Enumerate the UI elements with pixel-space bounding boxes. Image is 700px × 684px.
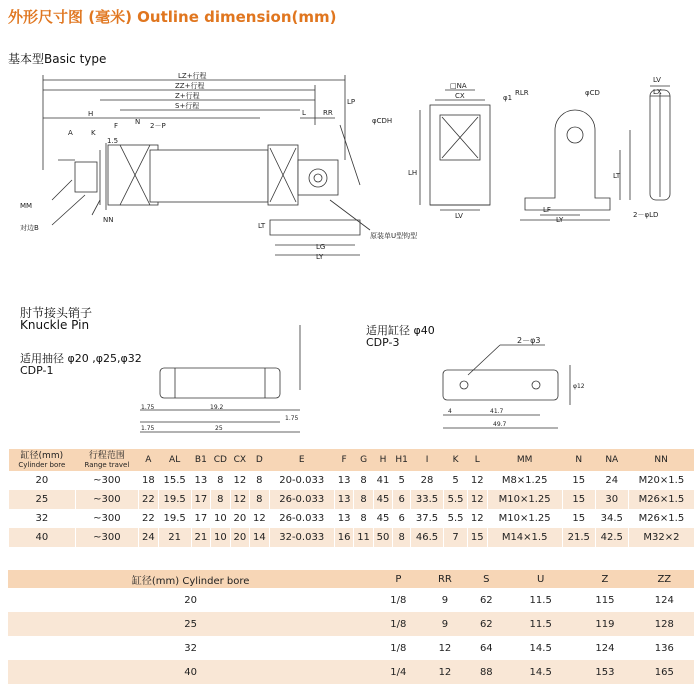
dim-ly: LY (316, 253, 324, 261)
dim-cd: φCD (585, 89, 600, 97)
column-header (334, 449, 353, 471)
table-cell: 11.5 (529, 618, 552, 630)
column-header: ZZ (657, 573, 672, 585)
dim-4: 4 (448, 408, 452, 415)
table-cell: 13 (334, 490, 353, 509)
column-header-label: A (145, 455, 152, 465)
table-cell: ~300 (75, 528, 138, 547)
column-header (373, 449, 392, 471)
knuckle-pin-heading-en: Knuckle Pin (20, 318, 90, 332)
table-cell: 25 (9, 490, 76, 509)
table-cell: 21 (158, 528, 191, 547)
dim-1-75-b: 1.75 (285, 415, 299, 422)
dim-2-phi3: 2－φ3 (517, 336, 541, 345)
column-header-label: H1 (395, 455, 408, 465)
table-cell: 8 (354, 471, 373, 490)
table-cell: 136 (654, 642, 674, 654)
dim-lv: LV (653, 76, 661, 84)
table-cell: 25 (184, 618, 198, 630)
table-cell: 20 (230, 509, 249, 528)
table-cell: 30 (595, 490, 628, 509)
dim-1-75-c: 1.75 (141, 425, 155, 432)
label-mm: MM (20, 202, 33, 210)
table-cell: 6 (393, 490, 411, 509)
table-cell: 17 (191, 509, 210, 528)
dim-lg: LG (316, 243, 326, 251)
dim-cx: CX (455, 92, 465, 100)
table-cell: 12 (468, 509, 487, 528)
dim-2ld: 2－φLD (633, 211, 659, 219)
table-cell: 41 (373, 471, 392, 490)
table-cell: M20×1.5 (628, 471, 694, 490)
table-cell: 15 (468, 528, 487, 547)
table-cell: 20 (184, 594, 198, 606)
cdp1-note: 适用抽径 φ20 ,φ25,φ32 (20, 352, 142, 365)
column-header: S (483, 573, 490, 585)
table-cell: 8 (211, 471, 230, 490)
table-cell: 12 (468, 471, 487, 490)
dim-phi1: φ1 (503, 94, 513, 102)
column-header-label: CD (213, 455, 227, 465)
column-header-label: CX (233, 455, 247, 465)
table-cell: 8 (211, 490, 230, 509)
table-cell: 165 (654, 666, 674, 678)
table-cell: 24 (595, 471, 628, 490)
table-cell: 14 (250, 528, 269, 547)
dim-1-5: 1.5 (107, 137, 119, 145)
column-header-label: L (474, 455, 480, 465)
dim-lp: LP (347, 98, 356, 106)
label-u-hook: 原装单U型钩型 (370, 232, 418, 240)
table-cell: M10×1.25 (487, 509, 562, 528)
dim-lz: LZ+行程 (178, 72, 207, 80)
table-header-row (8, 570, 694, 588)
dim-19-2: 19.2 (210, 404, 224, 411)
table-cell: M14×1.5 (487, 528, 562, 547)
table-cell: 32 (9, 509, 76, 528)
dim-lx: LX (653, 88, 662, 96)
column-header (211, 449, 230, 471)
column-header (468, 449, 487, 471)
table-cell: 1/8 (390, 642, 407, 654)
table-cell: 5 (444, 471, 468, 490)
dim-lt-side: LT (613, 172, 621, 180)
table-cell: 34.5 (595, 509, 628, 528)
table-cell: 128 (654, 618, 674, 630)
dim-rr: RR (323, 109, 333, 117)
table-cell: 12 (438, 666, 452, 678)
table-row (8, 588, 694, 612)
table-cell: 11 (354, 528, 373, 547)
table-cell: 14.5 (529, 642, 552, 654)
table-cell: 33.5 (411, 490, 444, 509)
table-cell: 12 (468, 490, 487, 509)
table-cell: 12 (230, 471, 249, 490)
column-header-label: B1 (194, 455, 207, 465)
table-row (8, 612, 694, 636)
table-cell: 124 (654, 594, 674, 606)
table-cell: 14.5 (529, 666, 552, 678)
table-cell: 17 (191, 490, 210, 509)
table-cell: 1/8 (390, 618, 407, 630)
column-header-subtitle: Range travel (84, 461, 130, 469)
column-header-label: AL (169, 455, 181, 465)
table-cell: 124 (595, 642, 615, 654)
table-row (9, 471, 695, 490)
table-row (9, 490, 695, 509)
dim-rlr: RLR (515, 89, 529, 97)
table-cell: 88 (479, 666, 493, 678)
table-cell: 8 (354, 490, 373, 509)
cdp3-code: CDP-3 (366, 336, 400, 349)
table-cell: ~300 (75, 471, 138, 490)
table-cell: ~300 (75, 509, 138, 528)
column-header-label: NN (654, 455, 668, 465)
dim-s: S+行程 (175, 102, 200, 110)
table-cell: 15.5 (158, 471, 191, 490)
table-cell: 26-0.033 (269, 509, 334, 528)
table-cell: 7 (444, 528, 468, 547)
column-header (191, 449, 210, 471)
table-cell: 62 (479, 618, 493, 630)
dim-lv-front: LV (455, 212, 463, 220)
column-header (628, 449, 694, 471)
table-cell: 40 (9, 528, 76, 547)
table-cell: M32×2 (628, 528, 694, 547)
column-header-subtitle: Cylinder bore (18, 461, 66, 469)
column-header (444, 449, 468, 471)
table-cell: 9 (441, 618, 449, 630)
table-cell: 8 (250, 490, 269, 509)
column-header-label: D (255, 455, 263, 465)
table-cell: 9 (441, 594, 449, 606)
table-row (8, 660, 694, 684)
table-cell: 12 (230, 490, 249, 509)
table-cell: 19.5 (158, 490, 191, 509)
table-cell: 12 (438, 642, 452, 654)
knuckle-pin-heading-cn: 肘节接头销子 (20, 306, 93, 320)
column-header (411, 449, 444, 471)
dim-z: Z+行程 (175, 92, 200, 100)
column-header-label: H (379, 455, 387, 465)
cdp1-code: CDP-1 (20, 364, 54, 377)
column-header (487, 449, 562, 471)
table-cell: 13 (334, 509, 353, 528)
table-row (9, 509, 695, 528)
label-duibian: 对边B (20, 224, 39, 232)
table-cell: 20 (230, 528, 249, 547)
column-header (354, 449, 373, 471)
table-cell: M26×1.5 (628, 509, 694, 528)
table-cell: 11.5 (529, 594, 552, 606)
table-cell: 32 (184, 642, 198, 654)
column-header: RR (437, 573, 452, 585)
dim-1-75-a: 1.75 (141, 404, 155, 411)
column-header (250, 449, 269, 471)
column-header: Z (601, 573, 609, 585)
table-cell: 5.5 (444, 509, 468, 528)
column-header: 缸径(mm) Cylinder bore (131, 575, 250, 587)
dim-ly-side: LY (556, 216, 564, 224)
dim-lf: LF (543, 206, 551, 214)
dim-h: H (88, 110, 94, 118)
table-cell: M8×1.25 (487, 471, 562, 490)
column-header-label: K (452, 455, 459, 465)
table-cell: 1/8 (390, 594, 407, 606)
dim-lh: LH (408, 169, 418, 177)
table-cell: 6 (393, 509, 411, 528)
table-cell: 119 (595, 618, 615, 630)
table-cell: 5 (393, 471, 411, 490)
dim-2p: 2－P (150, 122, 166, 130)
table-cell: 1/4 (390, 666, 407, 678)
column-header-label: I (425, 455, 429, 465)
label-cdh: φCDH (372, 117, 393, 125)
dim-n: N (135, 118, 141, 126)
table-cell: 13 (334, 471, 353, 490)
table-cell: 40 (184, 666, 198, 678)
column-header (269, 449, 334, 471)
table-cell: 46.5 (411, 528, 444, 547)
table-row (8, 636, 694, 660)
table-cell: 115 (595, 594, 615, 606)
dim-49-7: 49.7 (493, 421, 507, 428)
column-header (562, 449, 595, 471)
label-nn: NN (103, 216, 114, 224)
column-header-label: NA (605, 455, 619, 465)
basic-type-heading: 基本型Basic type (8, 52, 107, 66)
table-cell: M26×1.5 (628, 490, 694, 509)
column-header-label: MM (516, 455, 533, 465)
column-header-label: G (360, 455, 368, 465)
dim-lt: LT (258, 222, 266, 230)
column-header-label: N (575, 455, 583, 465)
column-header (9, 449, 76, 471)
table-cell: 42.5 (595, 528, 628, 547)
table-cell: 32-0.033 (269, 528, 334, 547)
table-cell: 21 (191, 528, 210, 547)
cdp3-note: 适用缸径 φ40 (366, 324, 435, 337)
column-header-label: 行程范围 (88, 451, 125, 461)
table-cell: 8 (354, 509, 373, 528)
table-cell: 16 (334, 528, 353, 547)
dim-na: □NA (450, 82, 467, 90)
column-header (393, 449, 411, 471)
table-cell: 10 (211, 528, 230, 547)
table-cell: 37.5 (411, 509, 444, 528)
column-header-label: 缸径(mm) (20, 451, 64, 461)
column-header (75, 449, 138, 471)
table-cell: 18 (139, 471, 158, 490)
column-header (139, 449, 158, 471)
table-cell: 20-0.033 (269, 471, 334, 490)
table-cell: ~300 (75, 490, 138, 509)
dimension-table-2 (8, 570, 694, 684)
table-cell: 28 (411, 471, 444, 490)
table-cell: 64 (479, 642, 493, 654)
table-cell: 15 (562, 509, 595, 528)
table-cell: 45 (373, 509, 392, 528)
table-cell: 15 (562, 471, 595, 490)
dim-25: 25 (215, 425, 223, 432)
table-cell: 8 (250, 471, 269, 490)
table-cell: 24 (139, 528, 158, 547)
dim-41-7: 41.7 (490, 408, 504, 415)
column-header-label: F (341, 455, 347, 465)
table-cell: 10 (211, 509, 230, 528)
dim-phi12: φ12 (573, 383, 585, 390)
table-cell: 15 (562, 490, 595, 509)
table-row (9, 528, 695, 547)
column-header-label: E (298, 455, 305, 465)
table-cell: 45 (373, 490, 392, 509)
column-header: U (537, 573, 545, 585)
table-cell: 21.5 (562, 528, 595, 547)
dim-f: F (114, 122, 119, 130)
dim-zz: ZZ+行程 (175, 82, 205, 90)
table-cell: 62 (479, 594, 493, 606)
table-cell: 12 (250, 509, 269, 528)
page-title: 外形尺寸图 (毫米) Outline dimension(mm) (8, 8, 337, 26)
column-header: P (395, 573, 402, 585)
table-cell: 20 (9, 471, 76, 490)
table-header-row (9, 449, 695, 471)
table-cell: 8 (393, 528, 411, 547)
table-cell: 19.5 (158, 509, 191, 528)
table-cell: 13 (191, 471, 210, 490)
column-header (595, 449, 628, 471)
dimension-table-1 (8, 449, 694, 547)
table-cell: 5.5 (444, 490, 468, 509)
table-cell: 26-0.033 (269, 490, 334, 509)
dim-a: A (68, 129, 73, 137)
column-header (230, 449, 249, 471)
dim-k: K (91, 129, 96, 137)
table-cell: 153 (595, 666, 615, 678)
table-cell: 22 (139, 490, 158, 509)
column-header (158, 449, 191, 471)
table-cell: 22 (139, 509, 158, 528)
dim-l: L (302, 109, 306, 117)
table-cell: 50 (373, 528, 392, 547)
table-cell: M10×1.25 (487, 490, 562, 509)
